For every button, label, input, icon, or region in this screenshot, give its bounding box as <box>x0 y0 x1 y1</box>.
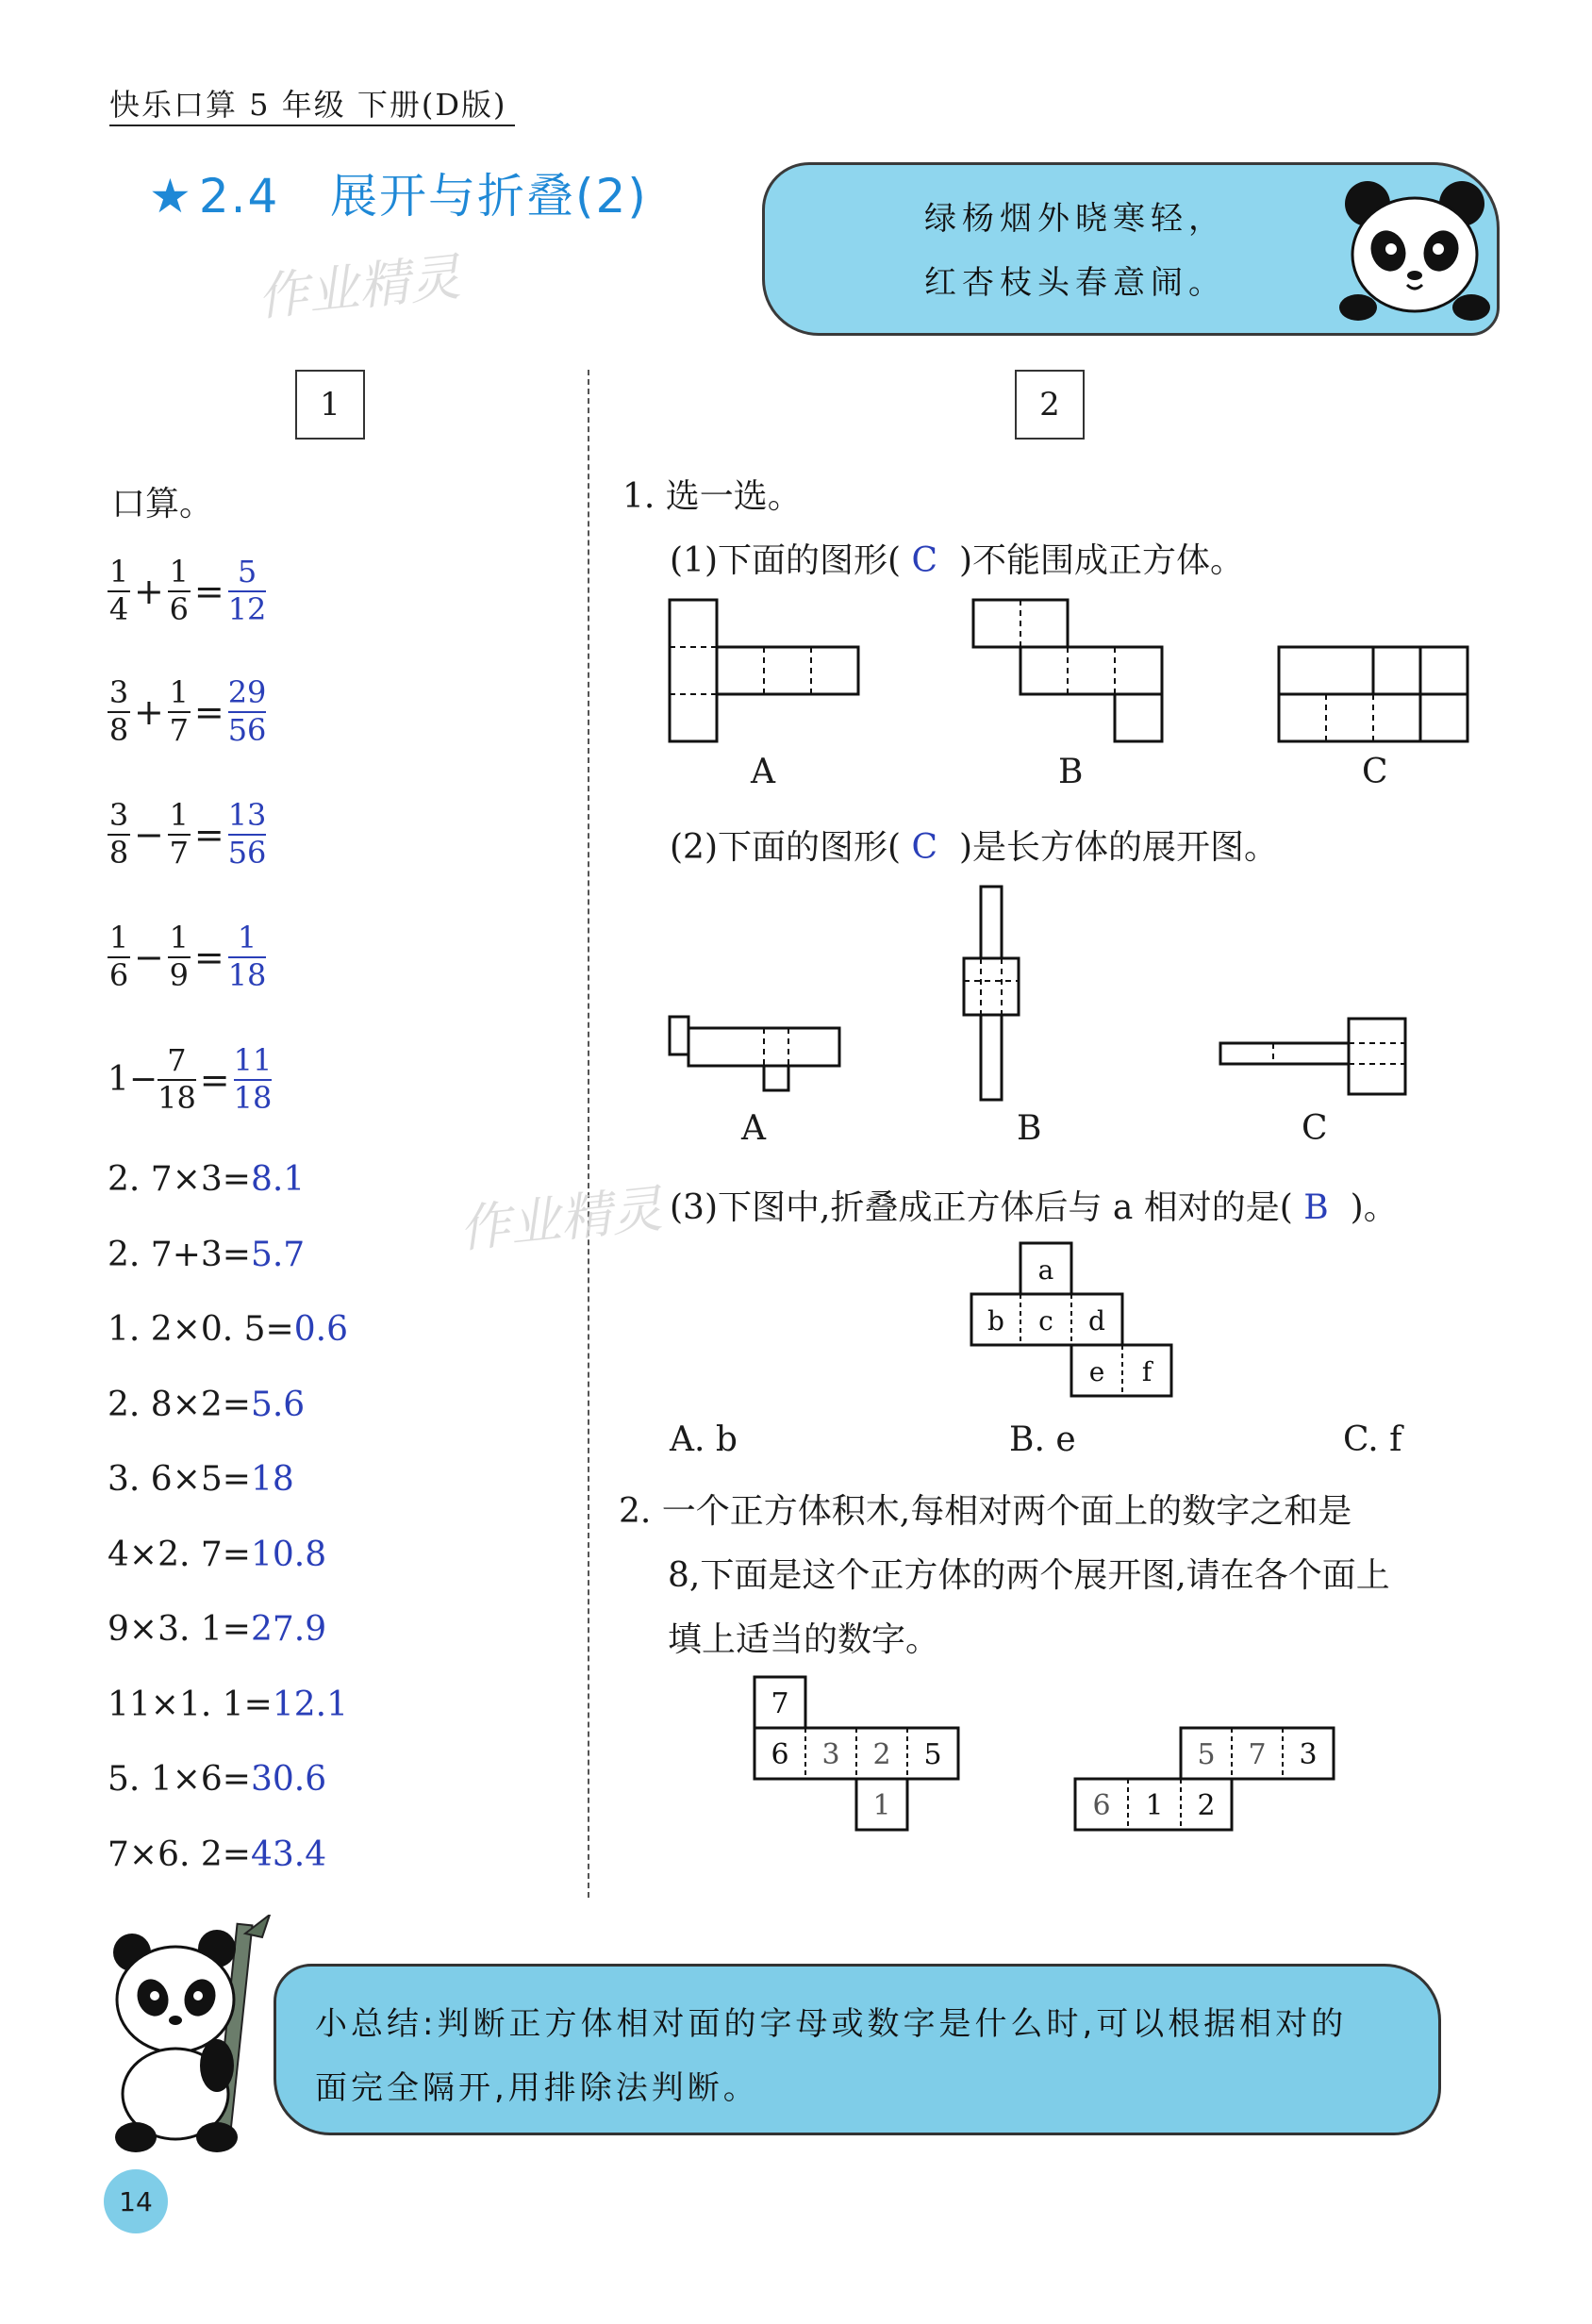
net-letter-f: f <box>1141 1356 1153 1387</box>
net2-num-1: 5 <box>1197 1738 1216 1771</box>
lesson-number: 2.4 <box>198 169 280 224</box>
decimal-exercise: 11×1. 1=12.1 <box>108 1685 348 1724</box>
fraction-answer: $\frac{13}{56}$ <box>227 797 267 871</box>
net1-num-4: 2 <box>872 1738 891 1771</box>
net-letter-e: e <box>1088 1356 1105 1387</box>
net1-num-3: 3 <box>821 1738 840 1771</box>
panda-bamboo-icon <box>104 1915 292 2160</box>
column-divider <box>588 370 589 1898</box>
summary-box <box>274 1964 1441 2135</box>
question-1-2: (2)下面的图形( C )是长方体的展开图。 <box>670 828 1278 867</box>
question-1-1: (1)下面的图形( C )不能围成正方体。 <box>670 541 1244 580</box>
fraction-exercise: $\frac{3}{8}$ − $\frac{1}{7}$ = $\frac{13}{56}$ <box>108 797 267 871</box>
star-icon: ★ <box>149 169 193 224</box>
decimal-exercise: 2. 7+3=5.7 <box>108 1235 306 1274</box>
poem-line-1: 绿杨烟外晓寒轻， <box>924 200 1226 238</box>
net1-num-6: 1 <box>872 1789 891 1822</box>
section-2-badge: 2 <box>1015 370 1085 440</box>
decimal-answer: 8.1 <box>250 1160 306 1199</box>
net2-num-6: 2 <box>1197 1789 1216 1822</box>
q1-2-option-b: B <box>1017 1109 1042 1148</box>
mixed-answer: $\frac{11}{18}$ <box>233 1042 273 1116</box>
page-number: 14 <box>104 2169 168 2233</box>
q1-2-nets <box>660 877 1434 1104</box>
net-letter-b: b <box>987 1305 1004 1336</box>
net1-num-1: 7 <box>771 1687 789 1720</box>
decimal-answer: 18 <box>250 1460 294 1499</box>
q2-nets <box>751 1673 1373 1843</box>
section-1-instruction: 口算。 <box>111 485 214 523</box>
question-2-line-1: 2. 一个正方体积木,每相对两个面上的数字之和是 <box>619 1492 1352 1531</box>
fraction-answer: $\frac{1}{18}$ <box>227 920 267 993</box>
net-letter-d: d <box>1088 1305 1105 1336</box>
decimal-answer: 10.8 <box>250 1535 327 1574</box>
poem-line-2: 红杏枝头春意闹。 <box>924 264 1226 302</box>
header-underline <box>109 124 515 126</box>
decimal-exercise: 3. 6×5=18 <box>108 1460 294 1499</box>
q1-2-option-c: C <box>1302 1109 1328 1148</box>
mixed-whole: 1− <box>108 1060 158 1100</box>
q1-3-option-a: A. b <box>670 1420 738 1459</box>
decimal-answer: 30.6 <box>250 1760 327 1799</box>
answer-1-3: B <box>1303 1188 1329 1227</box>
q1-1-nets <box>660 594 1490 755</box>
fraction-answer: $\frac{29}{56}$ <box>227 674 267 748</box>
net2-num-4: 6 <box>1092 1789 1111 1822</box>
decimal-answer: 27.9 <box>250 1610 327 1649</box>
net2-num-5: 1 <box>1145 1789 1164 1822</box>
decimal-exercise: 7×6. 2=43.4 <box>108 1834 327 1874</box>
q1-2-option-a: A <box>741 1109 766 1148</box>
question-2-line-3: 填上适当的数字。 <box>668 1620 940 1659</box>
watermark: 作业精灵 <box>254 246 464 328</box>
net2-num-2: 7 <box>1248 1738 1267 1771</box>
decimal-exercise: 2. 8×2=5.6 <box>108 1385 306 1424</box>
decimal-exercise: 5. 1×6=30.6 <box>108 1760 327 1799</box>
fraction-exercise: $\frac{1}{4}$ + $\frac{1}{6}$ = $\frac{5}{12}$ <box>108 554 267 627</box>
q1-1-option-c: C <box>1362 753 1388 791</box>
net1-num-2: 6 <box>771 1738 789 1771</box>
book-title: 快乐口算 5 年级 下册(D版) <box>109 87 507 123</box>
summary-line-1: 小总结:判断正方体相对面的字母或数字是什么时,可以根据相对的 <box>315 2005 1348 2043</box>
net1-num-5: 5 <box>923 1738 942 1771</box>
decimal-answer: 5.6 <box>250 1385 306 1424</box>
q1-3-option-c: C. f <box>1343 1420 1402 1459</box>
net-letter-c: c <box>1038 1305 1053 1336</box>
mixed-exercise: 1− $\frac{7}{18}$ = $\frac{11}{18}$ <box>108 1042 273 1116</box>
fraction-exercise: $\frac{1}{6}$ − $\frac{1}{9}$ = $\frac{1}{18}$ <box>108 920 267 993</box>
decimal-exercise: 1. 2×0. 5=0.6 <box>108 1310 348 1349</box>
decimal-answer: 12.1 <box>272 1685 348 1724</box>
q1-3-net <box>966 1241 1192 1402</box>
section-1-badge: 1 <box>295 370 365 440</box>
panda-head-icon <box>1339 175 1490 326</box>
watermark-center: 作业精灵 <box>456 1178 666 1260</box>
decimal-answer: 43.4 <box>250 1834 327 1874</box>
q1-3-option-b: B. e <box>1009 1420 1076 1459</box>
mixed-fraction: $\frac{7}{18}$ <box>158 1042 196 1116</box>
question-2-line-2: 8,下面是这个正方体的两个展开图,请在各个面上 <box>668 1556 1390 1595</box>
lesson-title <box>149 158 648 226</box>
net-letter-a: a <box>1037 1254 1054 1286</box>
decimal-exercise: 4×2. 7=10.8 <box>108 1535 327 1574</box>
q1-1-option-b: B <box>1058 753 1084 791</box>
net2-num-3: 3 <box>1299 1738 1318 1771</box>
question-1-3: (3)下图中,折叠成正方体后与 a 相对的是( B )。 <box>670 1188 1398 1227</box>
fraction-exercise: $\frac{3}{8}$ + $\frac{1}{7}$ = $\frac{29}{56}$ <box>108 674 267 748</box>
decimal-exercise: 9×3. 1=27.9 <box>108 1610 327 1649</box>
fraction-answer: $\frac{5}{12}$ <box>227 554 267 627</box>
lesson-name: 展开与折叠(2) <box>330 169 648 224</box>
decimal-answer: 5.7 <box>250 1235 306 1274</box>
answer-1-1: C <box>911 541 938 580</box>
decimal-answer: 0.6 <box>293 1310 348 1349</box>
q1-1-option-a: A <box>751 753 775 791</box>
summary-line-2: 面完全隔开,用排除法判断。 <box>315 2069 759 2107</box>
answer-1-2: C <box>911 828 938 867</box>
decimal-exercise: 2. 7×3=8.1 <box>108 1160 306 1199</box>
question-1-title: 1. 选一选。 <box>622 477 802 516</box>
